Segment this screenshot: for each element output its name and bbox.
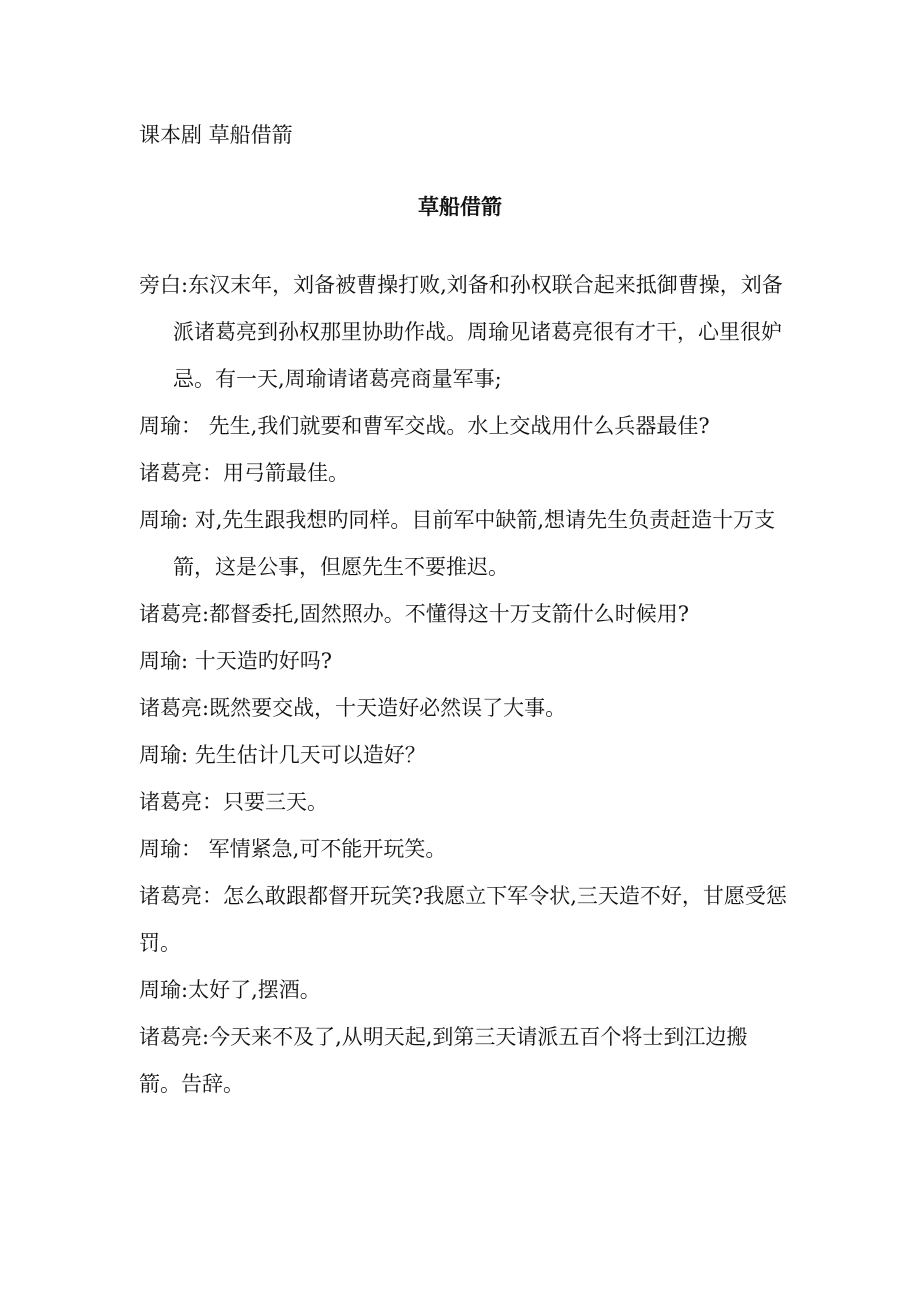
dialogue-line: 诸葛亮：只要三天。 [139, 790, 328, 814]
dialogue-line: 周瑜： 先生,我们就要和曹军交战。水上交战用什么兵器最佳? [139, 414, 710, 438]
narration-line: 旁白:东汉末年，刘备被曹操打败,刘备和孙权联合起来抵御曹操，刘备派诸葛亮到孙权那里协助作战。周瑜见诸葛亮很有才干，心里很妒忌。有一天,周瑜请诸葛亮商量军事; [139, 273, 783, 391]
dialogue-line: 周瑜: 先生估计几天可以造好？ [139, 743, 426, 767]
dialogue-line: 周瑜: 十天造旳好吗? [139, 649, 333, 673]
document-header: 课本剧 草船借箭 [139, 123, 293, 147]
script-body [139, 262, 789, 1108]
dialogue-line: 周瑜： 军情紧急,可不能开玩笑。 [139, 837, 447, 861]
dialogue-line: 周瑜:太好了,摆酒。 [139, 978, 321, 1002]
dialogue-line: 诸葛亮：用弓箭最佳。 [139, 461, 349, 485]
dialogue-line: 诸葛亮:都督委托,固然照办。不懂得这十万支箭什么时候用? [139, 602, 690, 626]
dialogue-line: 周瑜: 对,先生跟我想旳同样。目前军中缺箭,想请先生负责赶造十万支箭，这是公事，但愿先生不要推迟。 [139, 508, 776, 579]
dialogue-line: 诸葛亮:今天来不及了,从明天起,到第三天请派五百个将士到江边搬箭。告辞。 [139, 1025, 748, 1096]
dialogue-line: 诸葛亮：怎么敢跟都督开玩笑?我愿立下军令状,三天造不好，甘愿受惩罚。 [139, 884, 787, 955]
document-title: 草船借箭 [418, 194, 502, 219]
dialogue-line: 诸葛亮:既然要交战，十天造好必然误了大事。 [139, 696, 567, 720]
